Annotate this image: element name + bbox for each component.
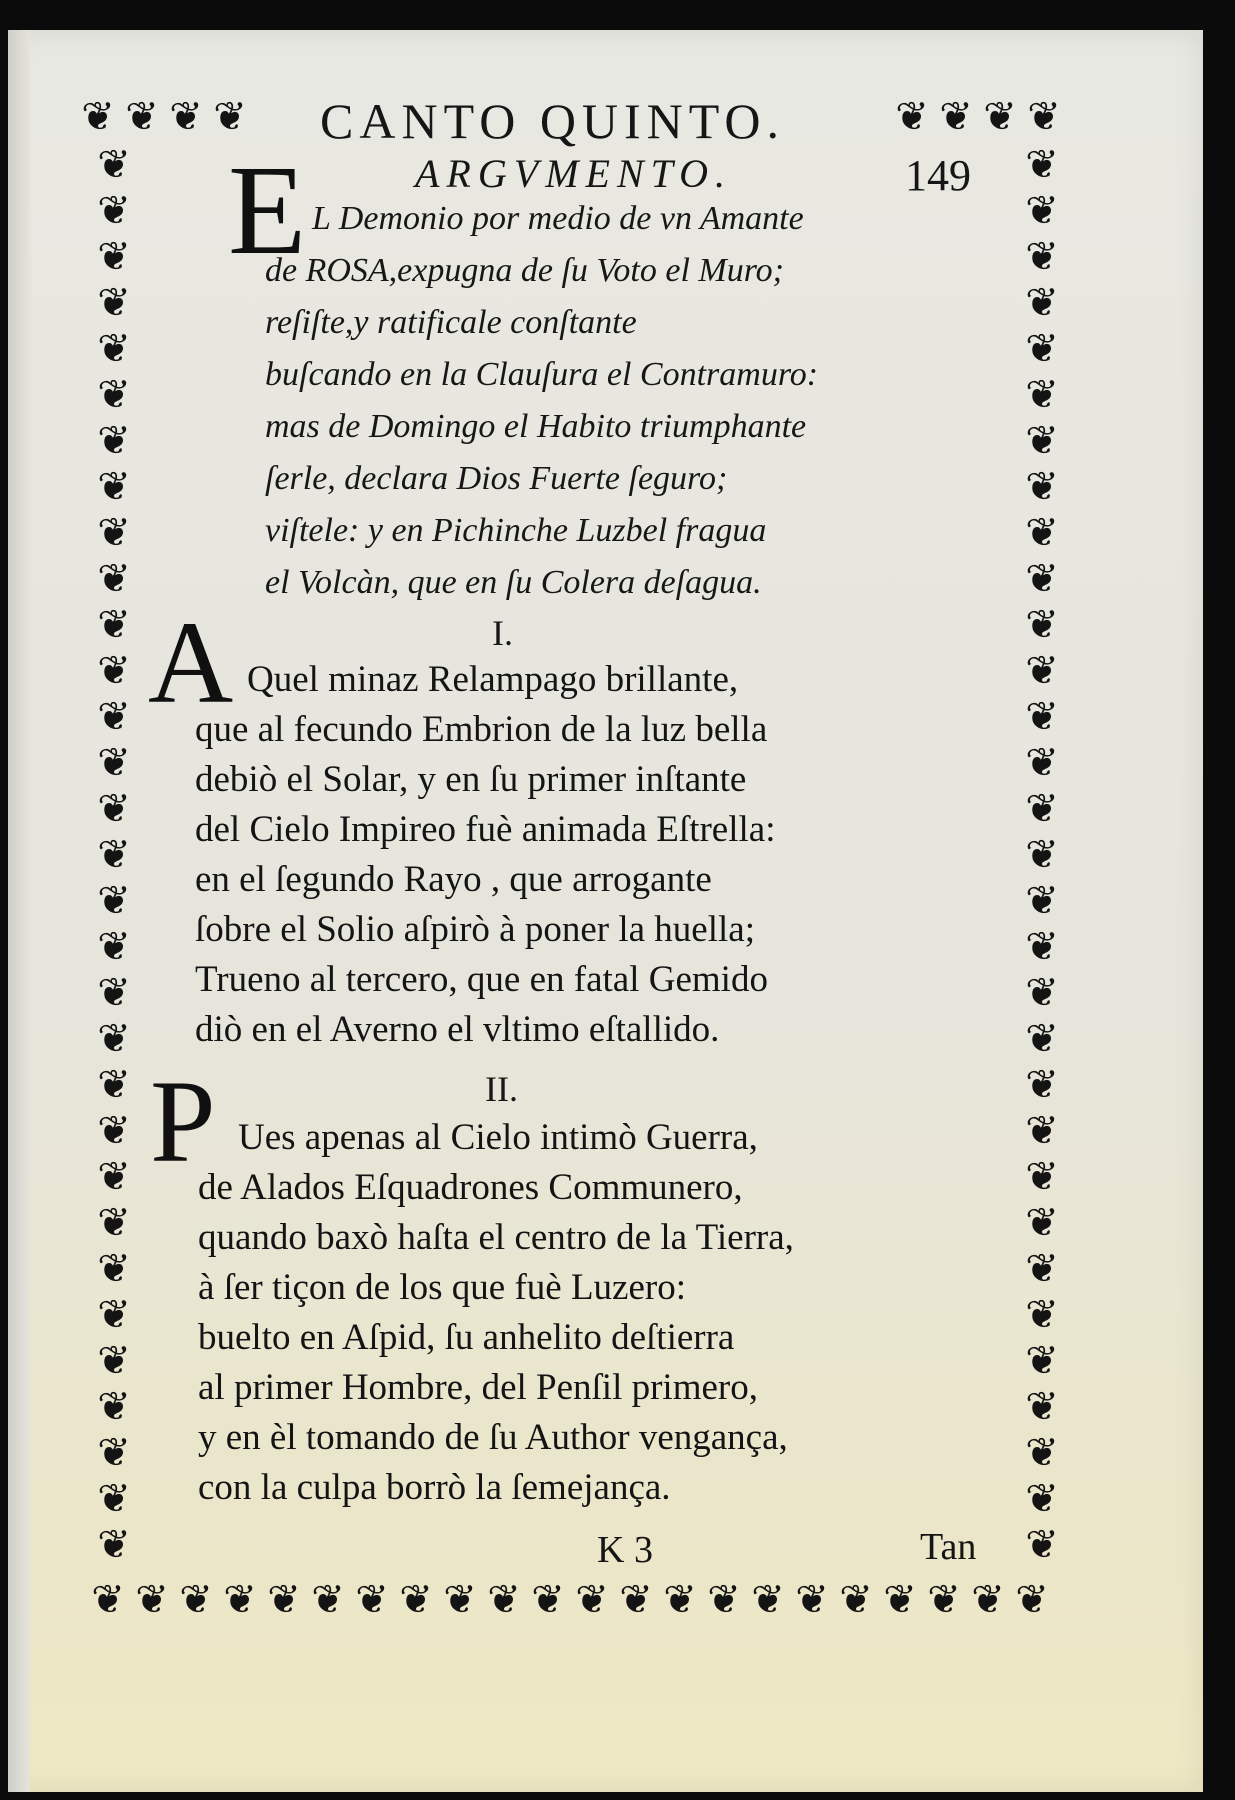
- fleuron-icon: ❦: [1025, 280, 1059, 326]
- fleuron-icon: ❦: [795, 1577, 829, 1623]
- fleuron-icon: ❦: [1025, 1154, 1059, 1200]
- stanza-line: Quel minaz Relampago brillante,: [247, 659, 739, 700]
- fleuron-icon: ❦: [311, 1577, 345, 1623]
- stanza-line: del Cielo Impireo fuè animada Eſtrella:: [195, 809, 776, 850]
- stanza-line: buelto en Aſpid, ſu anhelito deſtierra: [198, 1317, 735, 1358]
- fleuron-icon: ❦: [883, 1577, 917, 1623]
- fleuron-icon: ❦: [1025, 418, 1059, 464]
- stanza-text: [198, 1116, 918, 1516]
- fleuron-icon: ❦: [751, 1577, 785, 1623]
- fleuron-icon: ❦: [97, 602, 131, 648]
- fleuron-icon: ❦: [97, 510, 131, 556]
- fleuron-icon: ❦: [1025, 878, 1059, 924]
- fleuron-icon: ❦: [1025, 556, 1059, 602]
- fleuron-icon: ❦: [1025, 602, 1059, 648]
- argument-heading: ARGVMENTO.: [415, 151, 733, 196]
- fleuron-icon: ❦: [1025, 924, 1059, 970]
- stanza-line: diò en el Averno el vltimo eſtallido.: [195, 1009, 720, 1050]
- fleuron-icon: ❦: [1025, 188, 1059, 234]
- fleuron-icon: ❦: [1025, 1062, 1059, 1108]
- fleuron-icon: ❦: [97, 1154, 131, 1200]
- fleuron-icon: ❦: [97, 1338, 131, 1384]
- fleuron-icon: ❦: [97, 1292, 131, 1338]
- stanza-line: y en èl tomando de ſu Author vengança,: [198, 1417, 788, 1458]
- fleuron-icon: ❦: [1025, 740, 1059, 786]
- fleuron-icon: ❦: [939, 94, 973, 140]
- stanza-line: à ſer tiçon de los que fuè Luzero:: [198, 1267, 686, 1308]
- fleuron-icon: ❦: [135, 1577, 169, 1623]
- stanza-line: ſobre el Solio aſpirò à poner la huella;: [195, 909, 755, 950]
- fleuron-icon: ❦: [97, 1200, 131, 1246]
- fleuron-icon: ❦: [1025, 464, 1059, 510]
- fleuron-icon: ❦: [97, 188, 131, 234]
- fleuron-icon: ❦: [663, 1577, 697, 1623]
- fleuron-icon: ❦: [839, 1577, 873, 1623]
- argument-dropcap: E: [228, 139, 307, 281]
- fleuron-icon: ❦: [1025, 832, 1059, 878]
- fleuron-icon: ❦: [97, 878, 131, 924]
- fleuron-icon: ❦: [1025, 1476, 1059, 1522]
- fleuron-icon: ❦: [1025, 648, 1059, 694]
- fleuron-icon: ❦: [1025, 1108, 1059, 1154]
- stanza-dropcap: A: [148, 597, 234, 728]
- fleuron-icon: ❦: [213, 94, 247, 140]
- stanza-line: en el ſegundo Rayo , que arrogante: [195, 859, 712, 900]
- fleuron-icon: ❦: [97, 234, 131, 280]
- fleuron-icon: ❦: [169, 94, 203, 140]
- fleuron-icon: ❦: [399, 1577, 433, 1623]
- argument-line: el Volcàn, que en ſu Colera deſagua.: [265, 564, 762, 601]
- fleuron-icon: ❦: [97, 832, 131, 878]
- stanza-dropcap: P: [150, 1056, 216, 1187]
- stanza-line: Ues apenas al Cielo intimò Guerra,: [238, 1117, 758, 1158]
- argument-line: reſiſte,y ratificale conſtante: [265, 304, 637, 341]
- fleuron-icon: ❦: [1025, 1384, 1059, 1430]
- fleuron-icon: ❦: [1025, 372, 1059, 418]
- fleuron-icon: ❦: [125, 94, 159, 140]
- fleuron-icon: ❦: [97, 970, 131, 1016]
- fleuron-icon: ❦: [1025, 1200, 1059, 1246]
- stanza-number: II.: [485, 1069, 518, 1109]
- fleuron-icon: ❦: [927, 1577, 961, 1623]
- argument-line: buſcando en la Clauſura el Contramuro:: [265, 356, 819, 393]
- fleuron-icon: ❦: [895, 94, 929, 140]
- fleuron-icon: ❦: [443, 1577, 477, 1623]
- fleuron-icon: ❦: [97, 740, 131, 786]
- fleuron-icon: ❦: [1025, 694, 1059, 740]
- fleuron-icon: ❦: [97, 372, 131, 418]
- fleuron-icon: ❦: [97, 326, 131, 372]
- fleuron-icon: ❦: [1025, 970, 1059, 1016]
- fleuron-icon: ❦: [97, 418, 131, 464]
- fleuron-icon: ❦: [619, 1577, 653, 1623]
- fleuron-icon: ❦: [487, 1577, 521, 1623]
- stanza-line: al primer Hombre, del Penſil primero,: [198, 1367, 758, 1408]
- fleuron-icon: ❦: [97, 1384, 131, 1430]
- ornament-border-right: [1012, 142, 1072, 1574]
- fleuron-icon: ❦: [355, 1577, 389, 1623]
- fleuron-icon: ❦: [971, 1577, 1005, 1623]
- stanza-number: I.: [492, 613, 513, 653]
- fleuron-icon: ❦: [1025, 1292, 1059, 1338]
- fleuron-icon: ❦: [1027, 94, 1061, 140]
- argument-line: L Demonio por medio de vn Amante: [312, 200, 804, 237]
- argument-line: viſtele: y en Pichinche Luzbel fragua: [265, 512, 767, 549]
- fleuron-icon: ❦: [1025, 1430, 1059, 1476]
- fleuron-icon: ❦: [1025, 1522, 1059, 1568]
- signature-mark: K 3: [597, 1529, 653, 1571]
- fleuron-icon: ❦: [1025, 142, 1059, 188]
- fleuron-icon: ❦: [97, 786, 131, 832]
- fleuron-icon: ❦: [97, 1016, 131, 1062]
- fleuron-icon: ❦: [1025, 510, 1059, 556]
- fleuron-icon: ❦: [1015, 1577, 1049, 1623]
- fleuron-icon: ❦: [97, 924, 131, 970]
- fleuron-icon: ❦: [81, 94, 115, 140]
- page-title: CANTO QUINTO.: [320, 93, 786, 149]
- book-spine: [8, 30, 30, 1792]
- fleuron-icon: ❦: [575, 1577, 609, 1623]
- fleuron-icon: ❦: [91, 1577, 125, 1623]
- fleuron-icon: ❦: [97, 280, 131, 326]
- fleuron-icon: ❦: [267, 1577, 301, 1623]
- fleuron-icon: ❦: [1025, 234, 1059, 280]
- argument-line: de ROSA,expugna de ſu Voto el Muro;: [265, 252, 784, 289]
- stanza-line: debiò el Solar, y en ſu primer inſtante: [195, 759, 747, 800]
- fleuron-icon: ❦: [1025, 326, 1059, 372]
- stanza-line: con la culpa borrò la ſemejança.: [198, 1467, 671, 1508]
- fleuron-icon: ❦: [983, 94, 1017, 140]
- stanza-line: quando baxò haſta el centro de la Tierra,: [198, 1217, 794, 1258]
- stanza-line: Trueno al tercero, que en fatal Gemido: [195, 959, 768, 1000]
- fleuron-icon: ❦: [97, 694, 131, 740]
- fleuron-icon: ❦: [97, 142, 131, 188]
- ornament-border-top-left: [76, 92, 261, 142]
- fleuron-icon: ❦: [223, 1577, 257, 1623]
- catchword: Tan: [920, 1526, 977, 1568]
- fleuron-icon: ❦: [1025, 1246, 1059, 1292]
- stanza-line: de Alados Eſquadrones Communero,: [198, 1167, 743, 1208]
- fleuron-icon: ❦: [707, 1577, 741, 1623]
- stanza-line: que al fecundo Embrion de la luz bella: [195, 709, 768, 750]
- ornament-border-bottom: [86, 1575, 1086, 1625]
- fleuron-icon: ❦: [97, 1430, 131, 1476]
- fleuron-icon: ❦: [97, 556, 131, 602]
- ornament-border-top-right: [890, 92, 1080, 142]
- fleuron-icon: ❦: [1025, 1338, 1059, 1384]
- fleuron-icon: ❦: [531, 1577, 565, 1623]
- fleuron-icon: ❦: [97, 1246, 131, 1292]
- fleuron-icon: ❦: [97, 1476, 131, 1522]
- fleuron-icon: ❦: [97, 1522, 131, 1568]
- fleuron-icon: ❦: [97, 1108, 131, 1154]
- argument-line: ſerle, declara Dios Fuerte ſeguro;: [265, 460, 728, 497]
- ornament-border-left: [84, 142, 144, 1574]
- fleuron-icon: ❦: [179, 1577, 213, 1623]
- stanza-text: [195, 658, 895, 1058]
- fleuron-icon: ❦: [97, 648, 131, 694]
- fleuron-icon: ❦: [97, 464, 131, 510]
- fleuron-icon: ❦: [1025, 786, 1059, 832]
- page-number: 149: [905, 151, 971, 200]
- fleuron-icon: ❦: [97, 1062, 131, 1108]
- argument-line: mas de Domingo el Habito triumphante: [265, 408, 807, 445]
- fleuron-icon: ❦: [1025, 1016, 1059, 1062]
